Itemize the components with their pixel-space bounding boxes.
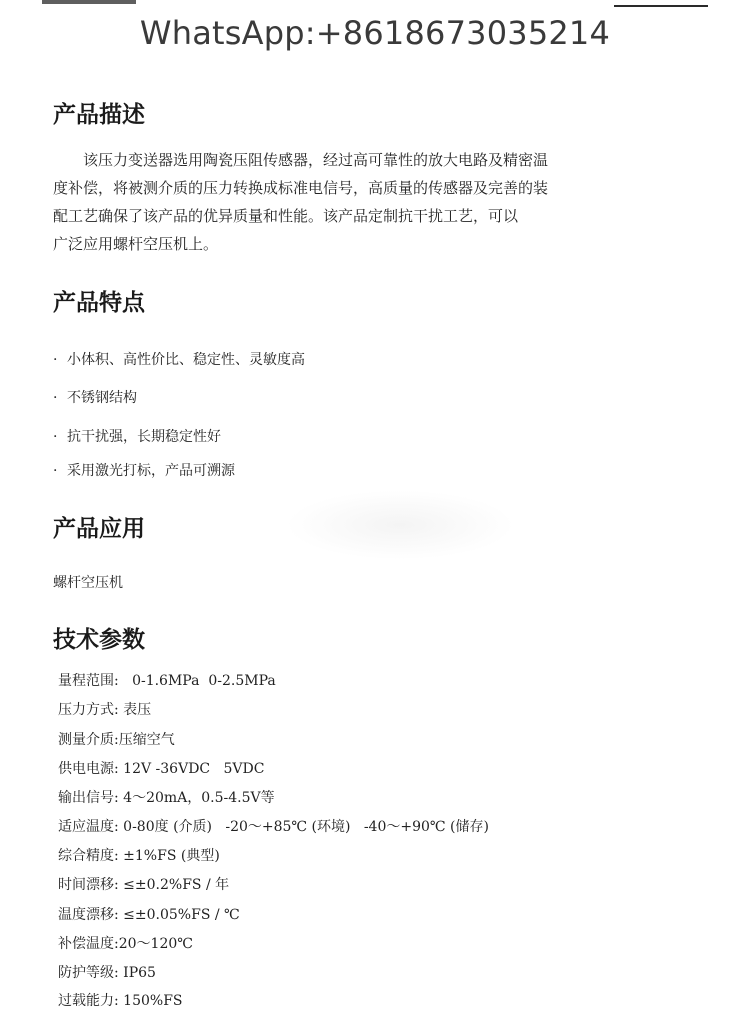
spec-row: 补偿温度:20～120℃ — [58, 936, 193, 952]
section-heading-specs: 技术参数 — [53, 627, 145, 653]
bullet-marker: · — [53, 390, 58, 406]
feature-text: 抗干扰强，长期稳定性好 — [67, 429, 221, 445]
bullet-marker: · — [53, 352, 58, 368]
section-heading-features: 产品特点 — [53, 290, 145, 316]
top-strip-decoration — [614, 5, 708, 7]
spec-row: 过载能力: 150%FS — [58, 993, 183, 1009]
spec-row: 时间漂移: ≤±0.2%FS / 年 — [58, 877, 230, 893]
spec-row: 温度漂移: ≤±0.05%FS / ℃ — [58, 907, 240, 923]
spec-row: 压力方式: 表压 — [58, 702, 152, 718]
feature-text: 不锈钢结构 — [67, 390, 137, 406]
list-item — [53, 349, 305, 369]
spec-row: 量程范围: 0-1.6MPa 0-2.5MPa — [58, 673, 276, 689]
list-item — [53, 460, 235, 480]
list-item — [53, 387, 137, 407]
whatsapp-contact: WhatsApp:+8618673035214 — [139, 14, 611, 52]
section-heading-application: 产品应用 — [53, 516, 145, 542]
spec-row: 输出信号: 4～20mA，0.5-4.5V等 — [58, 790, 275, 806]
list-item — [53, 426, 221, 446]
spec-row: 防护等级: IP65 — [58, 965, 156, 981]
feature-text: 小体积、高性价比、稳定性、灵敏度高 — [67, 352, 305, 368]
application-text: 螺杆空压机 — [53, 575, 123, 591]
description-line: 该压力变送器选用陶瓷压阻传感器，经过高可靠性的放大电路及精密温 — [83, 151, 549, 169]
feature-text: 采用激光打标，产品可溯源 — [67, 463, 235, 479]
spec-row: 综合精度: ±1%FS (典型) — [58, 848, 220, 864]
spec-row: 供电电源: 12V -36VDC 5VDC — [58, 761, 265, 777]
bullet-marker: · — [53, 429, 58, 445]
bullet-marker: · — [53, 463, 58, 479]
description-line: 度补偿，将被测介质的压力转换成标准电信号，高质量的传感器及完善的装 — [53, 179, 549, 197]
faint-watermark — [285, 490, 515, 560]
top-strip-decoration — [42, 0, 136, 4]
description-line: 广泛应用螺杆空压机上。 — [53, 235, 219, 253]
description-line: 配工艺确保了该产品的优异质量和性能。该产品定制抗干扰工艺，可以 — [53, 207, 519, 225]
spec-row: 适应温度: 0-80度 (介质) -20～+85℃ (环境) -40～+90℃ (储存) — [58, 819, 489, 835]
section-heading-description: 产品描述 — [53, 102, 145, 128]
spec-row: 测量介质:压缩空气 — [58, 732, 175, 748]
